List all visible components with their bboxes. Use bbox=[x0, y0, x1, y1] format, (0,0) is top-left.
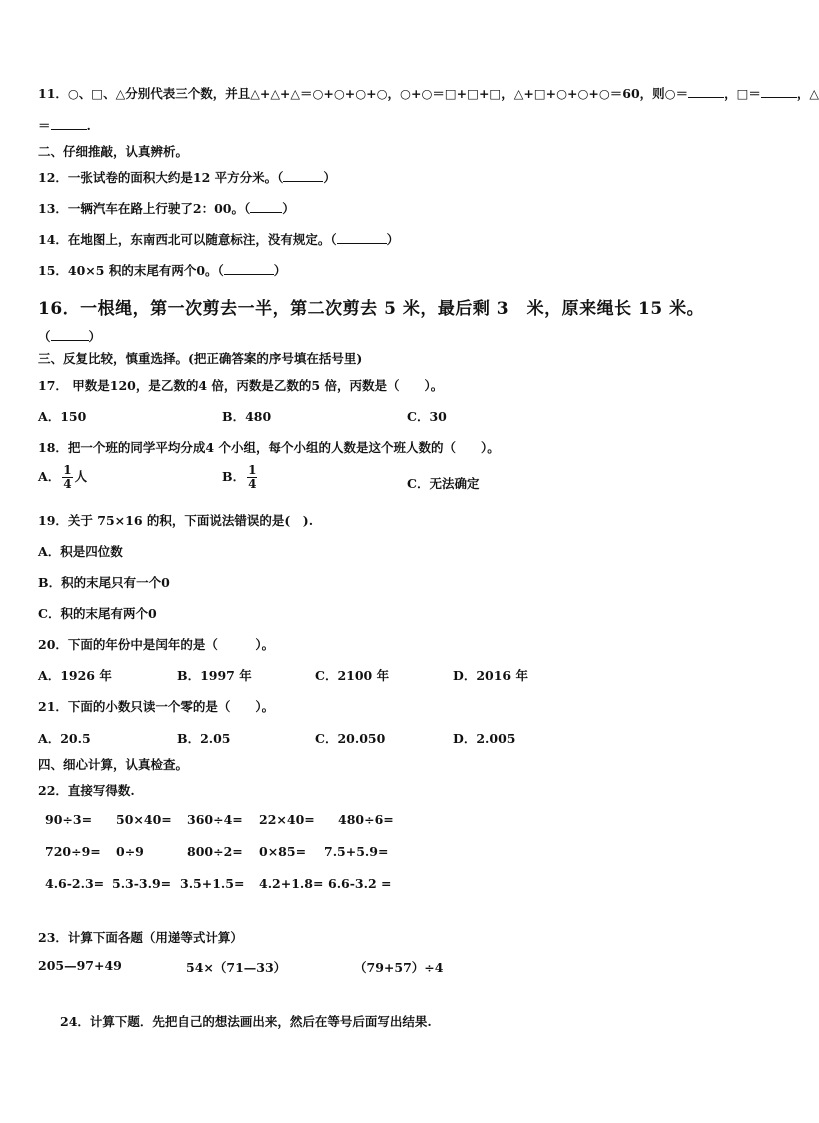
option-a[interactable] bbox=[38, 464, 87, 491]
option-unit: 人 bbox=[74, 469, 88, 484]
question-19-text: 19．关于 75×16 的积，下面说法错误的是( ). bbox=[38, 513, 314, 528]
question-24-text: 24．计算下题．先把自己的想法画出来，然后在等号后面写出结果. bbox=[60, 1014, 432, 1029]
question-17-text: 17． 甲数是120，是乙数的4 倍，丙数是乙数的5 倍，丙数是（ ）。 bbox=[38, 378, 444, 393]
option-c[interactable]: C．无法确定 bbox=[407, 476, 480, 491]
question-11-text: 11．○、□、△分别代表三个数，并且△+△+△＝○+○+○+○，○+○＝□+□+□，△+□+○+○+○＝60，则○＝ bbox=[38, 86, 689, 101]
calc-item: 50×40= bbox=[116, 812, 172, 827]
fraction bbox=[247, 464, 257, 491]
calc-item: 0÷9 bbox=[116, 844, 144, 859]
question-11-separator: ，△ bbox=[796, 86, 819, 101]
calc-item: 22×40= bbox=[259, 812, 315, 827]
option-b[interactable]: B．480 bbox=[222, 409, 272, 424]
question-14 bbox=[38, 230, 399, 248]
answer-blank-circle[interactable] bbox=[688, 85, 724, 98]
question-13 bbox=[38, 199, 295, 217]
question-11-line-1 bbox=[38, 84, 819, 102]
option-a[interactable]: A．20.5 bbox=[38, 731, 91, 746]
fraction-numerator: 1 bbox=[63, 463, 72, 477]
calc-item: 7.5+5.9= bbox=[324, 844, 389, 859]
question-16-text: 16．一根绳，第一次剪去一半，第二次剪去 5 米，最后剩 3 米，原来绳长 15 米。 bbox=[38, 299, 705, 319]
option-label: B． bbox=[222, 469, 246, 484]
option-a[interactable]: A．1926 年 bbox=[38, 668, 112, 683]
answer-blank[interactable] bbox=[250, 200, 282, 213]
calc-item: 5.3-3.9= bbox=[112, 876, 172, 891]
option-b[interactable]: B．1997 年 bbox=[177, 668, 252, 683]
question-15 bbox=[38, 261, 286, 279]
answer-blank[interactable] bbox=[283, 169, 323, 182]
calc-item: 4.2+1.8= bbox=[259, 876, 324, 891]
question-11-prefix: ＝ bbox=[38, 118, 51, 133]
question-16-answer bbox=[38, 327, 101, 345]
calc-item: 54×（71—33） bbox=[186, 960, 287, 975]
fraction-denominator: 4 bbox=[63, 477, 72, 491]
calc-item: 3.5+1.5= bbox=[180, 876, 245, 891]
option-d[interactable]: D．2016 年 bbox=[453, 668, 528, 683]
calc-item: 0×85= bbox=[259, 844, 307, 859]
calc-item: 90÷3= bbox=[45, 812, 93, 827]
fraction-numerator: 1 bbox=[248, 463, 257, 477]
question-20-text: 20．下面的年份中是闰年的是（ ）。 bbox=[38, 637, 275, 652]
section-3-heading: 三、反复比较，慎重选择。(把正确答案的序号填在括号里) bbox=[38, 351, 363, 366]
option-a[interactable]: A．积是四位数 bbox=[38, 544, 123, 559]
fraction-denominator: 4 bbox=[248, 477, 257, 491]
close-paren: ） bbox=[323, 170, 336, 185]
calc-item: （79+57）÷4 bbox=[354, 960, 444, 975]
close-paren: ） bbox=[386, 232, 400, 247]
option-b[interactable]: B．2.05 bbox=[177, 731, 231, 746]
fraction bbox=[62, 464, 72, 491]
close-paren: ） bbox=[273, 263, 287, 278]
option-a[interactable]: A．150 bbox=[38, 409, 87, 424]
option-c[interactable]: C．20.050 bbox=[315, 731, 386, 746]
question-14-text: 14．在地图上，东南西北可以随意标注，没有规定。（ bbox=[38, 232, 337, 247]
question-11-line-2 bbox=[38, 116, 91, 134]
calc-item: 800÷2= bbox=[187, 844, 243, 859]
question-18-text: 18．把一个班的同学平均分成4 个小组，每个小组的人数是这个班人数的（ ）。 bbox=[38, 440, 500, 455]
question-12-text: 12．一张试卷的面积大约是12 平方分米。（ bbox=[38, 170, 284, 185]
close-paren: ） bbox=[88, 329, 102, 344]
calc-item: 205—97+49 bbox=[38, 958, 122, 973]
question-11-separator: ，□＝ bbox=[724, 86, 761, 101]
option-label: A． bbox=[38, 469, 61, 484]
question-12 bbox=[38, 168, 336, 186]
calc-item: 360÷4= bbox=[187, 812, 243, 827]
answer-blank-square[interactable] bbox=[761, 85, 797, 98]
answer-blank[interactable] bbox=[337, 231, 387, 244]
option-b[interactable]: B．积的末尾只有一个0 bbox=[38, 575, 170, 590]
option-d[interactable]: D．2.005 bbox=[453, 731, 516, 746]
calc-item: 4.6-2.3= bbox=[45, 876, 105, 891]
option-c[interactable]: C．2100 年 bbox=[315, 668, 390, 683]
open-paren: （ bbox=[38, 329, 51, 344]
calc-item: 480÷6= bbox=[338, 812, 394, 827]
option-c[interactable]: C．30 bbox=[407, 409, 447, 424]
option-c[interactable]: C．积的末尾有两个0 bbox=[38, 606, 157, 621]
question-11-end: . bbox=[86, 118, 91, 133]
answer-blank[interactable] bbox=[51, 328, 89, 341]
question-23-text: 23．计算下面各题（用递等式计算） bbox=[38, 930, 243, 945]
answer-blank[interactable] bbox=[224, 262, 274, 275]
calc-item: 6.6-3.2 = bbox=[328, 876, 392, 891]
close-paren: ） bbox=[282, 201, 295, 216]
section-4-heading: 四、细心计算，认真检查。 bbox=[38, 757, 189, 772]
option-b[interactable] bbox=[222, 464, 259, 491]
calc-item: 720÷9= bbox=[45, 844, 101, 859]
question-21-text: 21．下面的小数只读一个零的是（ ）。 bbox=[38, 699, 275, 714]
question-13-text: 13．一辆汽车在路上行驶了2：00。（ bbox=[38, 201, 251, 216]
section-2-heading: 二、仔细推敲，认真辨析。 bbox=[38, 144, 189, 159]
question-22-text: 22．直接写得数. bbox=[38, 783, 135, 798]
question-15-text: 15．40×5 积的末尾有两个0。（ bbox=[38, 263, 224, 278]
answer-blank-triangle[interactable] bbox=[51, 117, 87, 130]
